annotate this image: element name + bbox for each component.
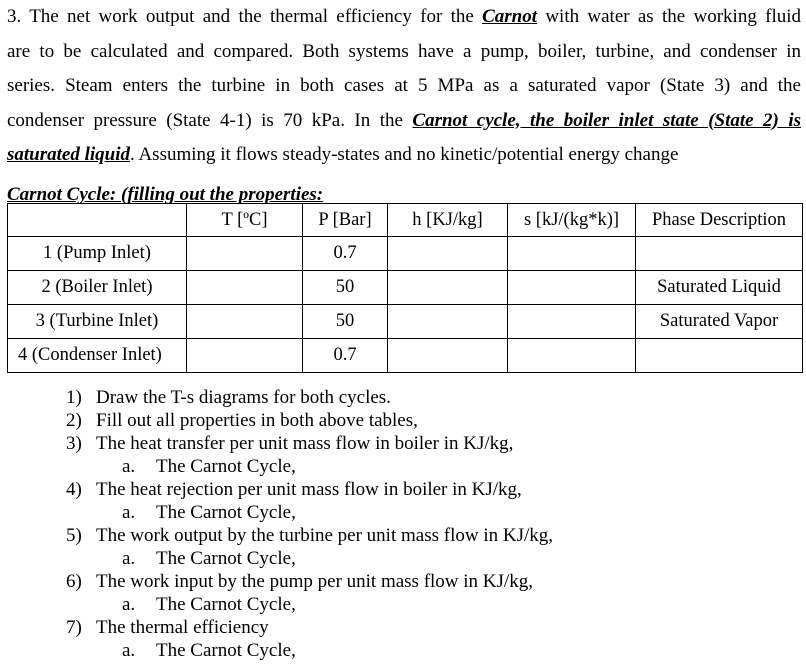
state-label: 2 (Boiler Inlet) [8, 271, 187, 305]
table-row [8, 237, 803, 271]
sub-item: a. The Carnot Cycle, [122, 502, 296, 523]
boiler-inlet-emphasis: Carnot cycle, the boiler inlet state (State 2) is [412, 109, 801, 131]
list-item: 1) Draw the T-s diagrams for both cycles. [66, 387, 391, 408]
state-label: 4 (Condenser Inlet) [8, 339, 187, 373]
properties-table [7, 203, 803, 373]
header-entropy: s [kJ/(kg*k)] [508, 204, 636, 237]
problem-line-5: saturated liquid. Assuming it flows steady-states and no kinetic/potential energy change [7, 144, 679, 165]
sub-item: a. The Carnot Cycle, [122, 548, 296, 569]
cell-temperature[interactable] [187, 271, 303, 305]
cell-entropy[interactable] [508, 339, 636, 373]
cell-phase: Saturated Liquid [636, 271, 803, 305]
list-item: 7) The thermal efficiency a. The Carnot Cycle, [66, 616, 553, 662]
sub-item: a. The Carnot Cycle, [122, 594, 296, 615]
problem-statement [7, 0, 801, 173]
cell-pressure: 50 [303, 305, 388, 339]
problem-line-2: are to be calculated and compared. Both systems have a pump, boiler, turbine, and condenser in [7, 40, 801, 62]
list-item: 2) Fill out all properties in both above tables, [66, 410, 418, 431]
cell-entropy[interactable] [508, 305, 636, 339]
question-list [66, 386, 553, 662]
header-temperature: T [ºC] [187, 204, 303, 237]
saturated-liquid-emphasis: saturated liquid [7, 144, 130, 165]
problem-line-3: series. Steam enters the turbine in both cases at 5 MPa as a saturated vapor (State 3) and the [7, 75, 801, 96]
cell-temperature[interactable] [187, 305, 303, 339]
cell-enthalpy[interactable] [388, 271, 508, 305]
header-pressure: P [Bar] [303, 204, 388, 237]
cell-pressure: 0.7 [303, 237, 388, 271]
list-item: 4) The heat rejection per unit mass flow in boiler in KJ/kg, a. The Carnot Cycle, [66, 478, 553, 524]
table-header-row [8, 204, 803, 237]
header-enthalpy: h [KJ/kg] [388, 204, 508, 237]
sub-item: a. The Carnot Cycle, [122, 456, 296, 477]
cell-temperature[interactable] [187, 237, 303, 271]
cell-enthalpy[interactable] [388, 339, 508, 373]
cell-pressure: 0.7 [303, 339, 388, 373]
cell-enthalpy[interactable] [388, 237, 508, 271]
problem-line-4: condenser pressure (State 4-1) is 70 kPa. In the Carnot cycle, the boiler inlet state (State 2) is [7, 109, 801, 131]
cell-temperature[interactable] [187, 339, 303, 373]
cell-phase[interactable] [636, 237, 803, 271]
sub-item: a. The Carnot Cycle, [122, 640, 296, 661]
cell-phase[interactable] [636, 339, 803, 373]
cell-entropy[interactable] [508, 237, 636, 271]
state-label: 3 (Turbine Inlet) [8, 305, 187, 339]
list-item: 5) The work output by the turbine per unit mass flow in KJ/kg, a. The Carnot Cycle, [66, 525, 553, 569]
table-row [8, 271, 803, 305]
list-item: 3) The heat transfer per unit mass flow in boiler in KJ/kg, a. The Carnot Cycle, [66, 432, 553, 478]
table-row [8, 305, 803, 339]
cell-pressure: 50 [303, 271, 388, 305]
list-item: 6) The work input by the pump per unit mass flow in KJ/kg, a. The Carnot Cycle, [66, 570, 553, 616]
header-phase: Phase Description [636, 204, 803, 237]
table-row [8, 339, 803, 373]
cell-enthalpy[interactable] [388, 305, 508, 339]
table-caption: Carnot Cycle: (filling out the properties: [7, 184, 324, 205]
cell-phase: Saturated Vapor [636, 305, 803, 339]
cell-entropy[interactable] [508, 271, 636, 305]
problem-line-1: 3. The net work output and the thermal efficiency for the Carnot with water as the working fluid [7, 6, 801, 27]
header-state [8, 204, 187, 237]
carnot-emphasis: Carnot [482, 6, 538, 27]
state-label: 1 (Pump Inlet) [8, 237, 187, 271]
